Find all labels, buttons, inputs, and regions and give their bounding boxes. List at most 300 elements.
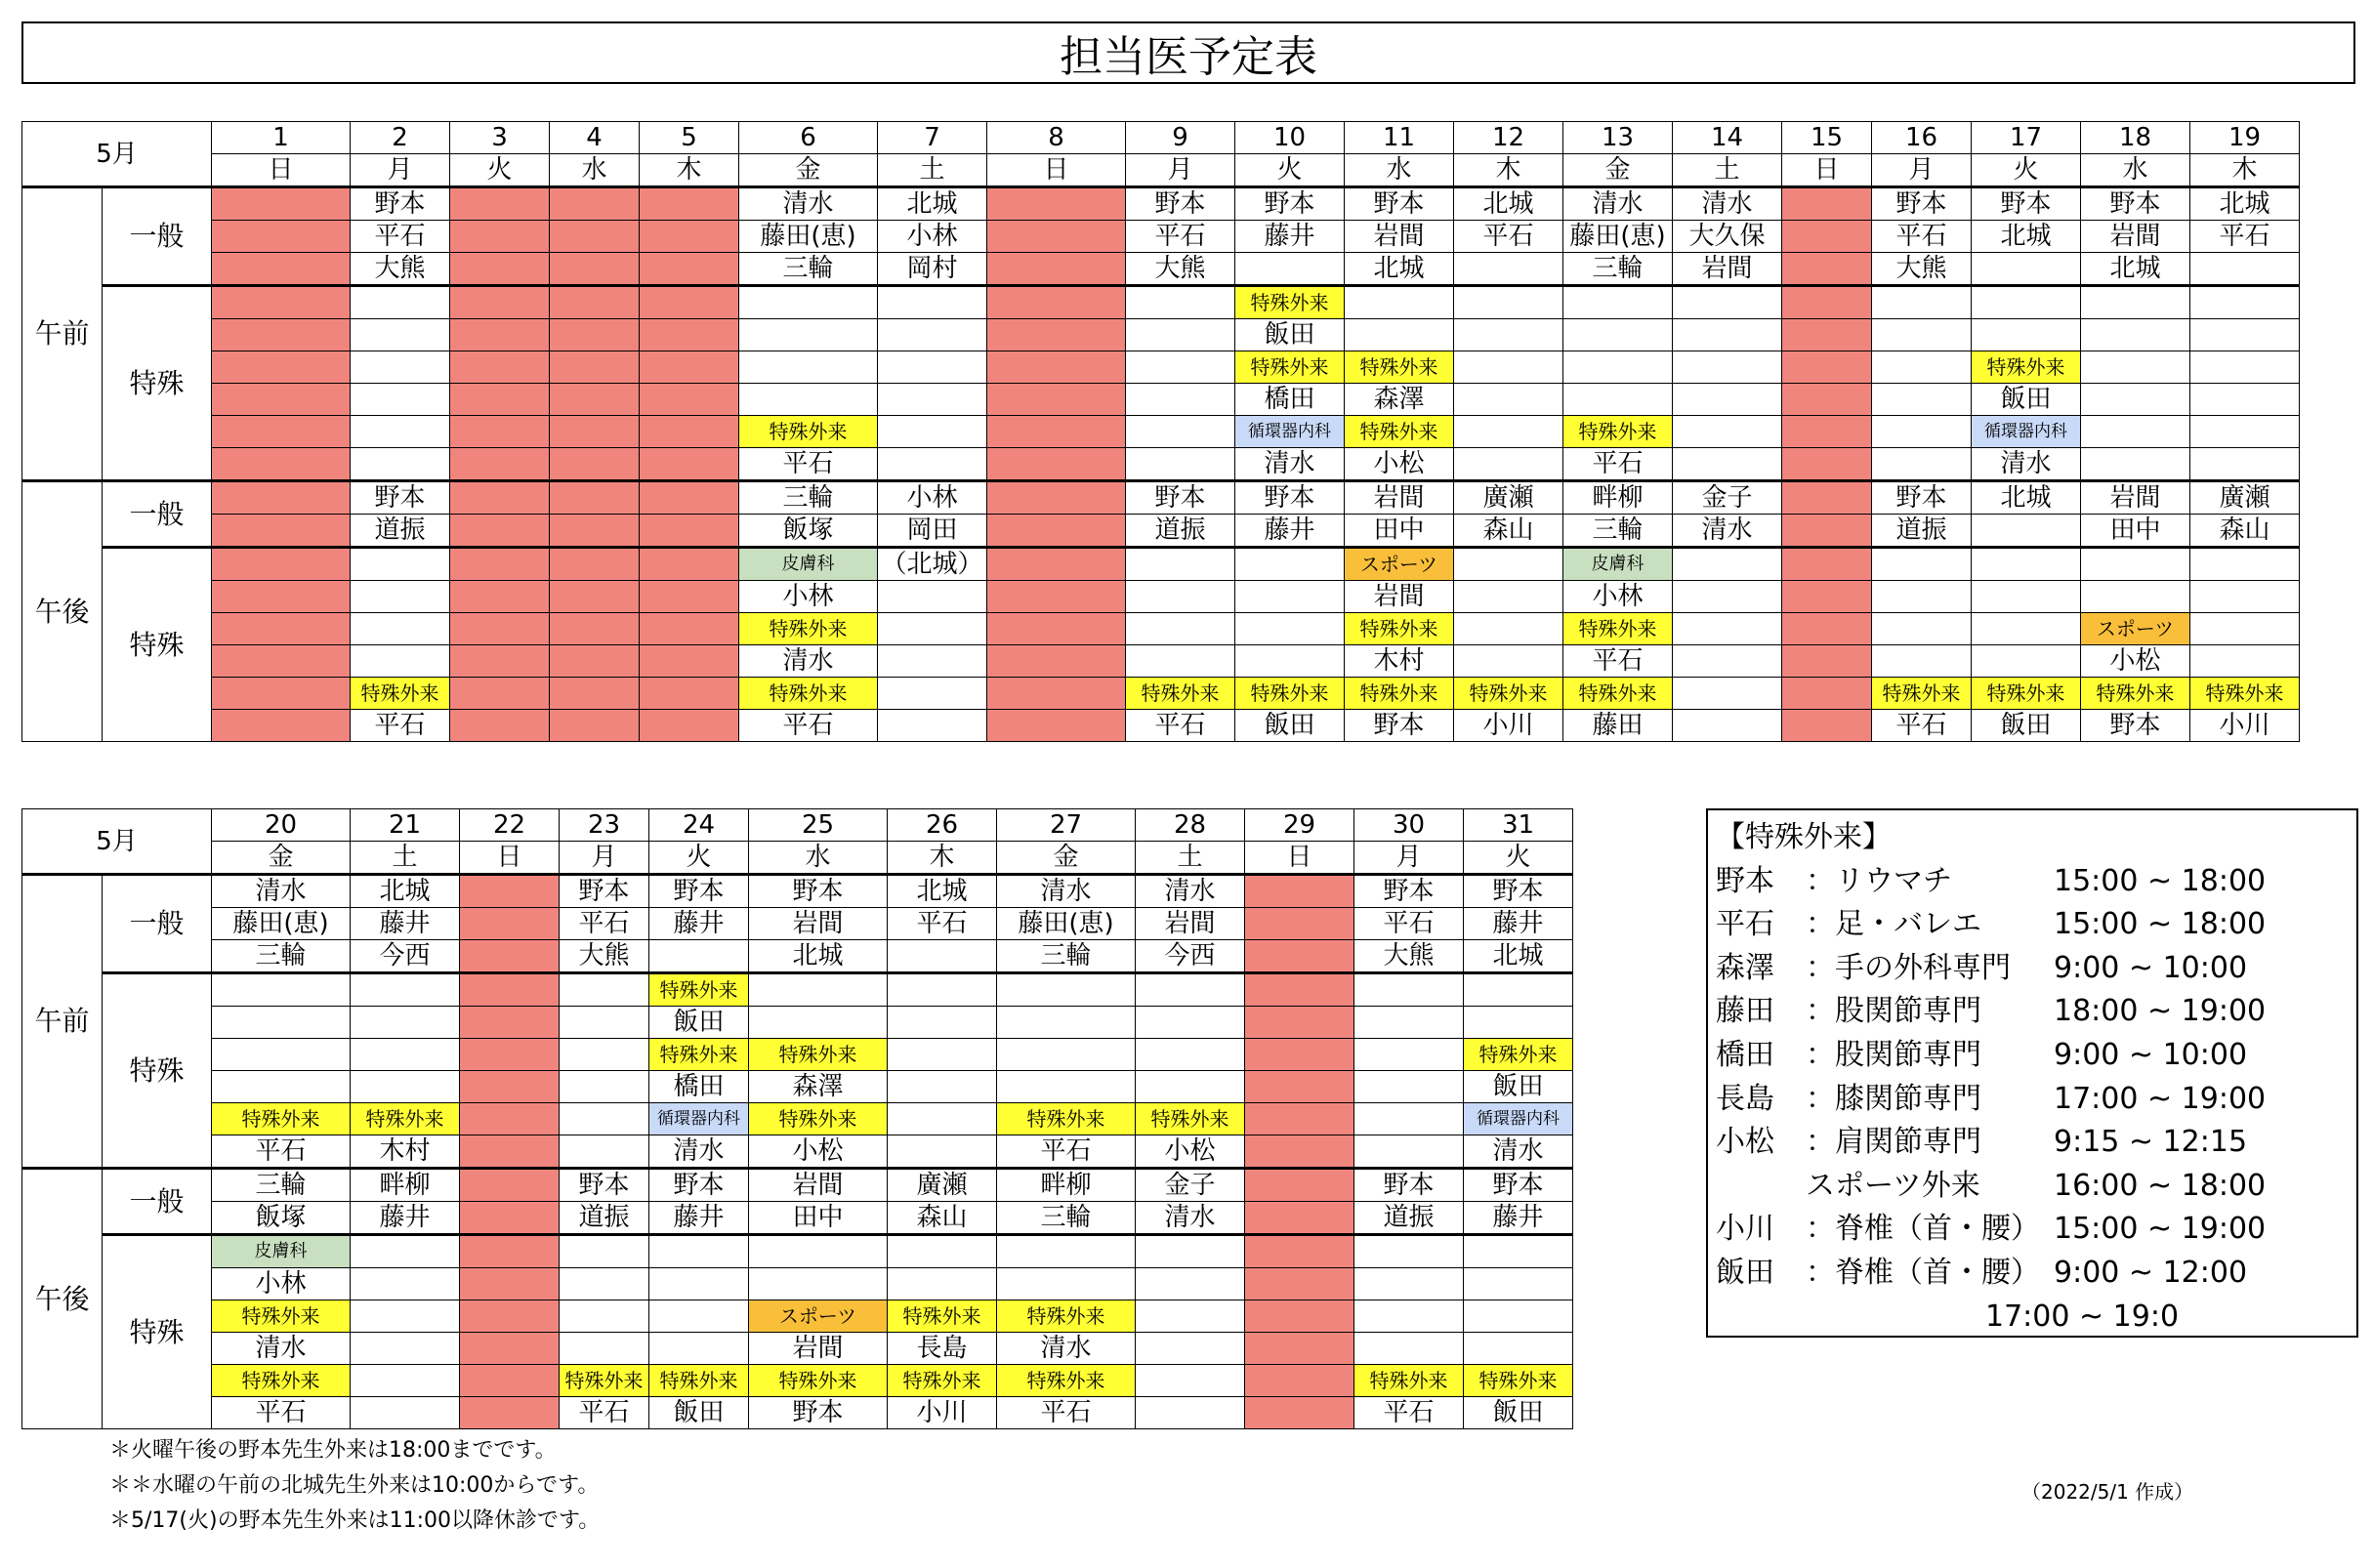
info-row xyxy=(1716,903,2349,947)
weekday: 木 xyxy=(888,842,997,875)
schedule-cell: 道振 xyxy=(1354,1202,1464,1235)
schedule-cell: 平石 xyxy=(212,1135,351,1169)
weekday: 金 xyxy=(997,842,1136,875)
holiday-cell xyxy=(460,1103,560,1135)
schedule-cell xyxy=(878,286,987,319)
schedule-cell xyxy=(560,1135,649,1169)
schedule-cell xyxy=(1972,286,2081,319)
schedule-cell: 平石 xyxy=(1872,710,1972,742)
holiday-cell xyxy=(550,351,640,384)
schedule-cell: 平石 xyxy=(1872,221,1972,253)
schedule-cell: 岩間 xyxy=(2081,221,2190,253)
holiday-cell xyxy=(460,1202,560,1235)
schedule-cell xyxy=(2081,416,2190,448)
schedule-cell xyxy=(878,351,987,384)
clinic-tag: 特殊外来 xyxy=(1235,678,1345,710)
day-number: 28 xyxy=(1136,809,1245,842)
schedule-cell: 岩間 xyxy=(2081,481,2190,515)
holiday-cell xyxy=(550,221,640,253)
clinic-tag: 特殊外来 xyxy=(2190,678,2300,710)
holiday-cell xyxy=(1245,1039,1354,1071)
month-label: 5月 xyxy=(22,809,212,875)
schedule-cell: 藤井 xyxy=(1464,1202,1573,1235)
holiday-cell xyxy=(1245,1103,1354,1135)
holiday-cell xyxy=(550,548,640,581)
schedule-cell: 藤井 xyxy=(649,908,749,940)
holiday-cell xyxy=(212,416,351,448)
clinic-tag: 特殊外来 xyxy=(1136,1103,1245,1135)
weekday: 火 xyxy=(450,154,550,187)
schedule-cell: 森山 xyxy=(888,1202,997,1235)
schedule-cell xyxy=(1454,253,1563,286)
schedule-cell: 北城 xyxy=(2081,253,2190,286)
schedule-cell: 岩間 xyxy=(1345,481,1454,515)
schedule-cell: （北城） xyxy=(878,548,987,581)
clinic-time: 9:15 ~ 12:15 xyxy=(2054,1125,2248,1160)
clinic-time: 16:00 ~ 18:00 xyxy=(2054,1168,2267,1203)
weekday: 木 xyxy=(2190,154,2300,187)
schedule-cell xyxy=(649,1235,749,1268)
schedule-cell: 北城 xyxy=(1345,253,1454,286)
section-general: 一般 xyxy=(103,1169,212,1235)
schedule-cell xyxy=(1454,581,1563,613)
schedule-cell xyxy=(888,1135,997,1169)
schedule-cell: 平石 xyxy=(1354,1397,1464,1429)
schedule-cell xyxy=(1673,416,1782,448)
doctor-name: 藤田 xyxy=(1716,994,1774,1029)
holiday-cell xyxy=(640,286,739,319)
schedule-cell: 平石 xyxy=(351,221,450,253)
holiday-cell xyxy=(450,613,550,645)
clinic-tag: 特殊外来 xyxy=(212,1365,351,1397)
schedule-cell xyxy=(560,1071,649,1103)
clinic-tag: 特殊外来 xyxy=(351,1103,460,1135)
schedule-cell: 野本 xyxy=(2081,710,2190,742)
holiday-cell xyxy=(1782,416,1872,448)
schedule-cell xyxy=(1354,1268,1464,1300)
schedule-cell xyxy=(351,1397,460,1429)
weekday: 日 xyxy=(1782,154,1872,187)
clinic-tag: 特殊外来 xyxy=(997,1300,1136,1333)
day-number: 10 xyxy=(1235,122,1345,154)
schedule-cell xyxy=(1126,319,1235,351)
schedule-cell: 北城 xyxy=(1972,221,2081,253)
section-general: 一般 xyxy=(103,875,212,973)
holiday-cell xyxy=(987,581,1126,613)
schedule-cell: 小林 xyxy=(878,221,987,253)
weekday: 火 xyxy=(649,842,749,875)
day-number: 9 xyxy=(1126,122,1235,154)
schedule-cell: 今西 xyxy=(1136,940,1245,973)
clinic-time: 9:00 ~ 12:00 xyxy=(2054,1255,2248,1290)
doctor-name: 森澤 xyxy=(1716,950,1774,985)
schedule-cell: 岩間 xyxy=(1136,908,1245,940)
schedule-cell xyxy=(878,416,987,448)
holiday-cell xyxy=(987,645,1126,678)
holiday-cell xyxy=(450,645,550,678)
schedule-cell: 道振 xyxy=(560,1202,649,1235)
holiday-cell xyxy=(460,1169,560,1202)
schedule-cell xyxy=(1345,319,1454,351)
schedule-cell: 藤井 xyxy=(1235,221,1345,253)
info-row xyxy=(1716,860,2349,904)
holiday-cell xyxy=(450,253,550,286)
schedule-cell xyxy=(1354,1071,1464,1103)
created-date: （2022/5/1 作成） xyxy=(2021,1480,2194,1504)
period-pm: 午後 xyxy=(22,1169,103,1429)
holiday-cell xyxy=(987,416,1126,448)
schedule-cell: 北城 xyxy=(1464,940,1573,973)
holiday-cell xyxy=(212,286,351,319)
schedule-cell: 藤田(恵) xyxy=(1563,221,1673,253)
schedule-cell xyxy=(1126,416,1235,448)
holiday-cell xyxy=(550,187,640,221)
holiday-cell xyxy=(212,645,351,678)
schedule-cell: 清水 xyxy=(1136,875,1245,908)
day-number: 22 xyxy=(460,809,560,842)
schedule-cell xyxy=(1673,613,1782,645)
schedule-cell: 野本 xyxy=(1345,187,1454,221)
clinic-tag: 循環器内科 xyxy=(1235,416,1345,448)
schedule-cell xyxy=(888,1071,997,1103)
schedule-cell: 清水 xyxy=(1136,1202,1245,1235)
schedule-cell xyxy=(1673,448,1782,481)
schedule-cell: 飯田 xyxy=(1464,1071,1573,1103)
schedule-cell xyxy=(878,678,987,710)
holiday-cell xyxy=(1782,678,1872,710)
schedule-cell: 道振 xyxy=(351,515,450,548)
clinic-tag: 特殊外来 xyxy=(212,1103,351,1135)
clinic-tag: 循環器内科 xyxy=(649,1103,749,1135)
schedule-cell xyxy=(1673,351,1782,384)
holiday-cell xyxy=(987,613,1126,645)
specialty: ：股関節専門 xyxy=(1806,1037,1981,1072)
weekday: 日 xyxy=(460,842,560,875)
schedule-cell: 清水 xyxy=(649,1135,749,1169)
schedule-cell xyxy=(1872,645,1972,678)
clinic-tag: 特殊外来 xyxy=(1464,1365,1573,1397)
holiday-cell xyxy=(450,481,550,515)
weekday: 水 xyxy=(1345,154,1454,187)
schedule-cell: 廣瀬 xyxy=(1454,481,1563,515)
schedule-cell: 藤田(恵) xyxy=(739,221,878,253)
schedule-cell: 藤井 xyxy=(351,1202,460,1235)
weekday: 日 xyxy=(1245,842,1354,875)
schedule-cell xyxy=(1235,581,1345,613)
day-number: 6 xyxy=(739,122,878,154)
schedule-cell xyxy=(1126,548,1235,581)
holiday-cell xyxy=(450,515,550,548)
holiday-cell xyxy=(987,253,1126,286)
holiday-cell xyxy=(1245,973,1354,1007)
schedule-cell xyxy=(1972,613,2081,645)
holiday-cell xyxy=(1782,253,1872,286)
holiday-cell xyxy=(640,221,739,253)
holiday-cell xyxy=(460,973,560,1007)
holiday-cell xyxy=(212,481,351,515)
holiday-cell xyxy=(450,416,550,448)
day-number: 15 xyxy=(1782,122,1872,154)
schedule-cell: 北城 xyxy=(351,875,460,908)
schedule-cell: 大熊 xyxy=(1354,940,1464,973)
schedule-cell xyxy=(1673,710,1782,742)
schedule-cell xyxy=(560,973,649,1007)
day-number: 5 xyxy=(640,122,739,154)
holiday-cell xyxy=(212,548,351,581)
schedule-cell xyxy=(351,1333,460,1365)
schedule-cell xyxy=(351,286,450,319)
schedule-cell: 平石 xyxy=(1354,908,1464,940)
holiday-cell xyxy=(1245,1007,1354,1039)
schedule-cell xyxy=(351,416,450,448)
day-number: 8 xyxy=(987,122,1126,154)
holiday-cell xyxy=(460,1039,560,1071)
day-number: 17 xyxy=(1972,122,2081,154)
weekday: 日 xyxy=(987,154,1126,187)
schedule-cell xyxy=(1136,973,1245,1007)
schedule-cell xyxy=(2190,319,2300,351)
schedule-cell xyxy=(997,973,1136,1007)
holiday-cell xyxy=(550,581,640,613)
holiday-cell xyxy=(640,581,739,613)
schedule-cell: 野本 xyxy=(1872,481,1972,515)
month-label: 5月 xyxy=(22,122,212,187)
holiday-cell xyxy=(460,1235,560,1268)
holiday-cell xyxy=(550,645,640,678)
schedule-cell xyxy=(1872,351,1972,384)
clinic-time: 9:00 ~ 10:00 xyxy=(2054,1037,2248,1072)
holiday-cell xyxy=(212,221,351,253)
schedule-cell: 清水 xyxy=(212,1333,351,1365)
schedule-cell: 藤田(恵) xyxy=(997,908,1136,940)
weekday: 水 xyxy=(2081,154,2190,187)
day-number: 11 xyxy=(1345,122,1454,154)
schedule-cell: 三輪 xyxy=(212,940,351,973)
clinic-tag: 特殊外来 xyxy=(1563,678,1673,710)
specialty: ：脊椎（首・腰） xyxy=(1806,1255,2040,1290)
clinic-tag: 特殊外来 xyxy=(1464,1039,1573,1071)
schedule-cell: 飯田 xyxy=(1972,710,2081,742)
schedule-cell xyxy=(888,1268,997,1300)
schedule-cell xyxy=(351,1007,460,1039)
holiday-cell xyxy=(212,613,351,645)
holiday-cell xyxy=(1245,1268,1354,1300)
holiday-cell xyxy=(640,253,739,286)
schedule-cell xyxy=(1872,384,1972,416)
schedule-cell xyxy=(1464,1268,1573,1300)
schedule-cell: 田中 xyxy=(1345,515,1454,548)
schedule-cell xyxy=(2081,581,2190,613)
holiday-cell xyxy=(550,319,640,351)
holiday-cell xyxy=(550,710,640,742)
holiday-cell xyxy=(460,1333,560,1365)
specialty xyxy=(1806,1296,1985,1340)
schedule-cell: 清水 xyxy=(212,875,351,908)
schedule-cell: 小林 xyxy=(212,1268,351,1300)
holiday-cell xyxy=(1245,1235,1354,1268)
clinic-tag: 特殊外来 xyxy=(888,1365,997,1397)
schedule-cell xyxy=(649,1333,749,1365)
schedule-cell xyxy=(1872,319,1972,351)
day-number: 20 xyxy=(212,809,351,842)
holiday-cell xyxy=(640,416,739,448)
holiday-cell xyxy=(1782,448,1872,481)
holiday-cell xyxy=(1782,481,1872,515)
schedule-cell xyxy=(649,940,749,973)
holiday-cell xyxy=(1782,187,1872,221)
holiday-cell xyxy=(640,351,739,384)
schedule-cell xyxy=(1354,1103,1464,1135)
clinic-tag: 特殊外来 xyxy=(739,678,878,710)
schedule-cell: 三輪 xyxy=(997,940,1136,973)
schedule-cell: 畔柳 xyxy=(1563,481,1673,515)
holiday-cell xyxy=(987,515,1126,548)
holiday-cell xyxy=(640,187,739,221)
schedule-cell xyxy=(212,1007,351,1039)
schedule-cell xyxy=(1126,581,1235,613)
schedule-cell xyxy=(749,1268,888,1300)
schedule-cell xyxy=(1872,613,1972,645)
schedule-cell xyxy=(2081,351,2190,384)
schedule-cell: 三輪 xyxy=(1563,253,1673,286)
holiday-cell xyxy=(1782,384,1872,416)
day-number: 16 xyxy=(1872,122,1972,154)
schedule-cell: 平石 xyxy=(739,710,878,742)
weekday: 金 xyxy=(212,842,351,875)
specialty: ：膝関節専門 xyxy=(1806,1081,1981,1116)
clinic-tag: 特殊外来 xyxy=(649,1039,749,1071)
clinic-time: 15:00 ~ 18:00 xyxy=(2054,907,2267,942)
section-special: 特殊 xyxy=(103,1235,212,1429)
schedule-cell: 飯田 xyxy=(649,1007,749,1039)
schedule-cell: 北城 xyxy=(1972,481,2081,515)
schedule-cell: 野本 xyxy=(1345,710,1454,742)
info-row xyxy=(1716,990,2349,1034)
schedule-cell: 小林 xyxy=(739,581,878,613)
schedule-cell: 野本 xyxy=(1354,875,1464,908)
schedule-cell xyxy=(1126,286,1235,319)
schedule-cell xyxy=(2081,384,2190,416)
schedule-cell xyxy=(351,1071,460,1103)
schedule-cell xyxy=(1454,319,1563,351)
schedule-cell xyxy=(888,940,997,973)
clinic-tag: 特殊外来 xyxy=(1354,1365,1464,1397)
doctor-name xyxy=(1716,1296,1806,1340)
schedule-cell xyxy=(351,1365,460,1397)
schedule-cell: 清水 xyxy=(739,645,878,678)
doctor-name: 長島 xyxy=(1716,1081,1774,1116)
clinic-tag: スポーツ xyxy=(1345,548,1454,581)
weekday: 火 xyxy=(1972,154,2081,187)
holiday-cell xyxy=(987,710,1126,742)
schedule-cell: 森澤 xyxy=(1345,384,1454,416)
special-clinic-info xyxy=(1706,808,2358,1338)
schedule-cell: 藤井 xyxy=(649,1202,749,1235)
clinic-tag: 特殊外来 xyxy=(560,1365,649,1397)
schedule-cell xyxy=(1136,1333,1245,1365)
schedule-cell xyxy=(1136,1268,1245,1300)
holiday-cell xyxy=(460,1300,560,1333)
schedule-cell: 大熊 xyxy=(560,940,649,973)
schedule-cell xyxy=(1464,973,1573,1007)
weekday: 月 xyxy=(1126,154,1235,187)
schedule-cell: 今西 xyxy=(351,940,460,973)
schedule-cell: 清水 xyxy=(997,1333,1136,1365)
schedule-cell xyxy=(1673,548,1782,581)
day-number: 12 xyxy=(1454,122,1563,154)
schedule-cell xyxy=(1563,351,1673,384)
schedule-cell xyxy=(1454,548,1563,581)
clinic-time: 15:00 ~ 18:00 xyxy=(2054,863,2267,898)
specialty: ：肩関節専門 xyxy=(1806,1125,1981,1160)
schedule-cell: 野本 xyxy=(560,1169,649,1202)
schedule-cell xyxy=(1464,1235,1573,1268)
specialty: スポーツ外来 xyxy=(1806,1168,1980,1203)
schedule-cell: 三輪 xyxy=(997,1202,1136,1235)
schedule-cell: 森山 xyxy=(2190,515,2300,548)
schedule-cell: 北城 xyxy=(888,875,997,908)
schedule-cell xyxy=(2190,645,2300,678)
schedule-cell xyxy=(2190,253,2300,286)
schedule-cell: 廣瀬 xyxy=(888,1169,997,1202)
holiday-cell xyxy=(212,319,351,351)
holiday-cell xyxy=(450,221,550,253)
clinic-tag: 特殊外来 xyxy=(888,1300,997,1333)
schedule-cell: 藤井 xyxy=(351,908,460,940)
clinic-tag: 特殊外来 xyxy=(749,1039,888,1071)
schedule-cell: 平石 xyxy=(560,1397,649,1429)
schedule-cell: 野本 xyxy=(1126,481,1235,515)
holiday-cell xyxy=(1782,710,1872,742)
doctor-name: 平石 xyxy=(1716,907,1774,942)
clinic-tag: 特殊外来 xyxy=(1972,351,2081,384)
schedule-cell xyxy=(351,1268,460,1300)
holiday-cell xyxy=(212,678,351,710)
schedule-cell xyxy=(888,973,997,1007)
schedule-cell xyxy=(1354,1007,1464,1039)
schedule-cell: 三輪 xyxy=(1563,515,1673,548)
weekday: 金 xyxy=(1563,154,1673,187)
schedule-cell xyxy=(1235,613,1345,645)
schedule-cell: 野本 xyxy=(749,1397,888,1429)
holiday-cell xyxy=(987,678,1126,710)
schedule-cell: 野本 xyxy=(351,187,450,221)
schedule-cell: 道振 xyxy=(1126,515,1235,548)
day-number: 24 xyxy=(649,809,749,842)
schedule-cell: 金子 xyxy=(1136,1169,1245,1202)
schedule-cell: 小川 xyxy=(888,1397,997,1429)
day-number: 18 xyxy=(2081,122,2190,154)
schedule-cell xyxy=(560,1235,649,1268)
page-title: 担当医予定表 xyxy=(21,21,2355,84)
specialty: ：リウマチ xyxy=(1806,863,1952,898)
holiday-cell xyxy=(450,710,550,742)
schedule-cell: 岩間 xyxy=(749,1169,888,1202)
day-number: 26 xyxy=(888,809,997,842)
schedule-cell xyxy=(560,1300,649,1333)
holiday-cell xyxy=(212,710,351,742)
doctor-name: 橋田 xyxy=(1716,1037,1774,1072)
schedule-cell xyxy=(560,1103,649,1135)
schedule-cell xyxy=(1354,1333,1464,1365)
schedule-cell xyxy=(997,1071,1136,1103)
holiday-cell xyxy=(987,351,1126,384)
schedule-cell: 飯田 xyxy=(649,1397,749,1429)
section-special: 特殊 xyxy=(103,973,212,1169)
holiday-cell xyxy=(550,481,640,515)
schedule-cell: 藤田(恵) xyxy=(212,908,351,940)
note-line: ＊5/17(火)の野本先生外来は11:00以降休診です。 xyxy=(109,1508,601,1533)
